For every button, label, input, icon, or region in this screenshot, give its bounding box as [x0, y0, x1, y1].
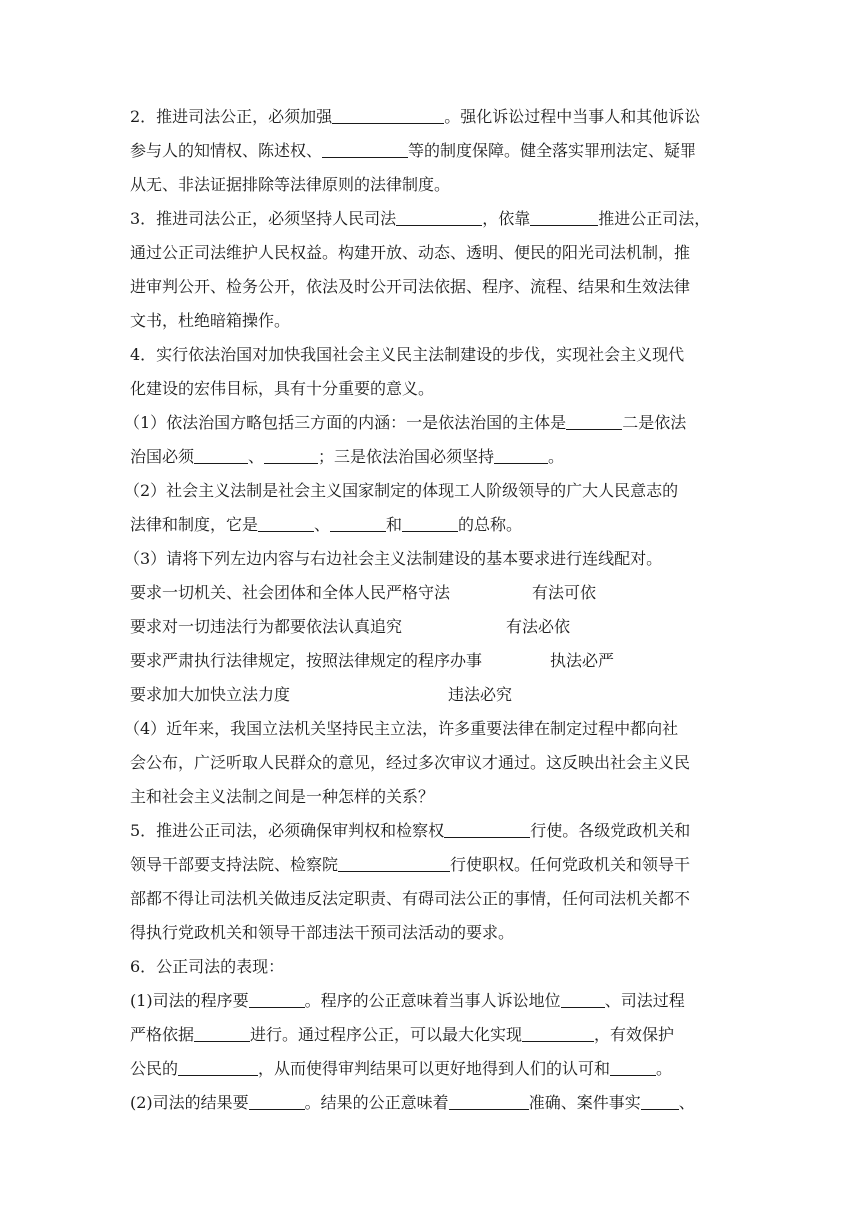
q4-sub4-line-1	[124, 712, 740, 746]
match-row	[130, 576, 740, 610]
q3-line-4	[130, 304, 740, 338]
q4-text: 主和社会主义法制之间是一种怎样的关系？	[130, 787, 435, 806]
fill-blank[interactable]	[402, 511, 458, 532]
q4-line-2	[130, 372, 740, 406]
q3-text: 3．推进司法公正，必须坚持人民司法	[130, 209, 397, 228]
q4-line-1	[130, 338, 740, 372]
fill-blank[interactable]	[444, 817, 530, 838]
q2-text: 等的制度保障。健全落实罪刑法定、疑罪	[408, 141, 697, 160]
match-left-item[interactable]: 要求严肃执行法律规定，按照法律规定的程序办事	[130, 651, 483, 670]
q4-text: （4）近年来，我国立法机关坚持民主立法，许多重要法律在制定过程中都向社	[124, 719, 679, 738]
q6-part1-line-1	[130, 984, 740, 1018]
q4-text: 法律和制度，它是	[130, 515, 259, 534]
q4-text: （1）依法治国方略包括三方面的内涵：一是依法治国的主体是	[124, 413, 567, 432]
q4-text: 二是依法	[622, 413, 687, 432]
q6-text: 严格依据	[130, 1025, 195, 1044]
q5-text: 领导干部要支持法院、检察院	[130, 855, 339, 874]
fill-blank[interactable]	[338, 851, 450, 872]
q6-text: 6．公正司法的表现：	[130, 957, 285, 976]
q6-text: 准确、案件事实	[528, 1093, 641, 1112]
q3-text: 进审判公开、检务公开，依法及时公开司法依据、程序、流程、结果和生效法律	[130, 277, 691, 296]
fill-blank[interactable]	[396, 205, 482, 226]
fill-blank[interactable]	[522, 1021, 594, 1042]
match-left-item[interactable]: 要求加大加快立法力度	[130, 685, 291, 704]
q6-text: 、司法过程	[604, 991, 685, 1010]
q4-sub4-line-3	[130, 780, 740, 814]
q6-part2-line-1	[130, 1086, 740, 1120]
q4-sub1-line-2	[130, 440, 740, 474]
fill-blank[interactable]	[194, 443, 248, 464]
match-right-item[interactable]: 有法可依	[532, 583, 597, 602]
match-row	[130, 678, 740, 712]
fill-blank[interactable]	[258, 511, 314, 532]
q5-text: 行使职权。任何党政机关和领导干	[450, 855, 691, 874]
fill-blank[interactable]	[641, 1089, 679, 1110]
fill-blank[interactable]	[194, 1021, 250, 1042]
fill-blank[interactable]	[494, 443, 548, 464]
q6-text: (1)司法的程序要	[130, 991, 249, 1010]
q3-line-2	[130, 236, 740, 270]
fill-blank[interactable]	[561, 987, 605, 1008]
q4-text: （2）社会主义法制是社会主义国家制定的体现工人阶级领导的广大人民意志的	[124, 481, 679, 500]
q4-text: （3）请将下列左边内容与右边社会主义法制建设的基本要求进行连线配对。	[124, 549, 663, 568]
fill-blank[interactable]	[322, 137, 408, 158]
q5-line-4	[130, 916, 740, 950]
q6-text: 进行。通过程序公正，可以最大化实现	[250, 1025, 523, 1044]
q4-text: 4．实行依法治国对加快我国社会主义民主法制建设的步伐，实现社会主义现代	[130, 345, 685, 364]
q6-part1-line-3	[130, 1052, 740, 1086]
q2-line-1	[130, 100, 740, 134]
q4-sub4-line-2	[130, 746, 740, 780]
q2-line-2	[130, 134, 740, 168]
match-right-item[interactable]: 有法必依	[506, 617, 571, 636]
q5-text: 5．推进公正司法，必须确保审判权和检察权	[130, 821, 445, 840]
match-row	[130, 644, 740, 678]
q6-text: ，从而使得审判结果可以更好地得到人们的认可和	[258, 1059, 611, 1078]
q4-text: ；三是依法治国必须坚持	[318, 447, 495, 466]
fill-blank[interactable]	[264, 443, 318, 464]
match-right-item[interactable]: 执法必严	[550, 651, 615, 670]
fill-blank[interactable]	[249, 1089, 305, 1110]
q6-text: (2)司法的结果要	[130, 1093, 249, 1112]
q3-text: 文书，杜绝暗箱操作。	[130, 311, 291, 330]
q5-line-3	[130, 882, 740, 916]
fill-blank[interactable]	[249, 987, 305, 1008]
q5-text: 部都不得让司法机关做违反法定职责、有碍司法公正的事情，任何司法机关都不	[130, 889, 691, 908]
q6-line-1	[130, 950, 740, 984]
match-left-item[interactable]: 要求对一切违法行为都要依法认真追究	[130, 617, 403, 636]
q5-line-2	[130, 848, 740, 882]
q3-line-3	[130, 270, 740, 304]
q3-text: 推进公正司法，	[598, 209, 711, 228]
q4-sub1-line-1	[124, 406, 740, 440]
q3-text: ，依靠	[482, 209, 531, 228]
match-right-item[interactable]: 违法必究	[448, 685, 513, 704]
q4-text: 和	[386, 515, 403, 534]
q3-line-1	[130, 202, 740, 236]
q5-text: 行使。各级党政机关和	[530, 821, 691, 840]
q6-text: 。	[656, 1059, 673, 1078]
q4-sub3-line-1	[124, 542, 740, 576]
match-row	[130, 610, 740, 644]
fill-blank[interactable]	[178, 1055, 258, 1076]
q4-text: 、	[314, 515, 331, 534]
fill-blank[interactable]	[566, 409, 622, 430]
q2-text: 从无、非法证据排除等法律原则的法律制度。	[130, 175, 451, 194]
fill-blank[interactable]	[610, 1055, 656, 1076]
fill-blank[interactable]	[332, 103, 444, 124]
fill-blank[interactable]	[330, 511, 386, 532]
q6-text: ，有效保护	[594, 1025, 675, 1044]
q4-sub2-line-2	[130, 508, 740, 542]
q4-sub2-line-1	[124, 474, 740, 508]
q4-text: 会公布，广泛听取人民群众的意见，经过多次审议才通过。这反映出社会主义民	[130, 753, 691, 772]
q5-line-1	[130, 814, 740, 848]
q3-text: 通过公正司法维护人民权益。构建开放、动态、透明、便民的阳光司法机制，推	[130, 243, 691, 262]
document-content	[124, 100, 740, 1120]
q4-text: 治国必须	[130, 447, 195, 466]
q4-text: 化建设的宏伟目标，具有十分重要的意义。	[130, 379, 435, 398]
fill-blank[interactable]	[449, 1089, 529, 1110]
q4-text: 、	[248, 447, 265, 466]
fill-blank[interactable]	[530, 205, 598, 226]
q5-text: 得执行党政机关和领导干部违法干预司法活动的要求。	[130, 923, 515, 942]
q6-text: 公民的	[130, 1059, 179, 1078]
match-left-item[interactable]: 要求一切机关、社会团体和全体人民严格守法	[130, 583, 451, 602]
q2-text: 。强化诉讼过程中当事人和其他诉讼	[444, 107, 701, 126]
q6-text: 、	[678, 1093, 695, 1112]
q2-text: 2．推进司法公正，必须加强	[130, 107, 333, 126]
q4-text: 。	[548, 447, 565, 466]
q2-text: 参与人的知情权、陈述权、	[130, 141, 323, 160]
q6-part1-line-2	[130, 1018, 740, 1052]
q6-text: 。结果的公正意味着	[304, 1093, 449, 1112]
q2-line-3	[130, 168, 740, 202]
q6-text: 。程序的公正意味着当事人诉讼地位	[304, 991, 561, 1010]
q4-text: 的总称。	[458, 515, 523, 534]
